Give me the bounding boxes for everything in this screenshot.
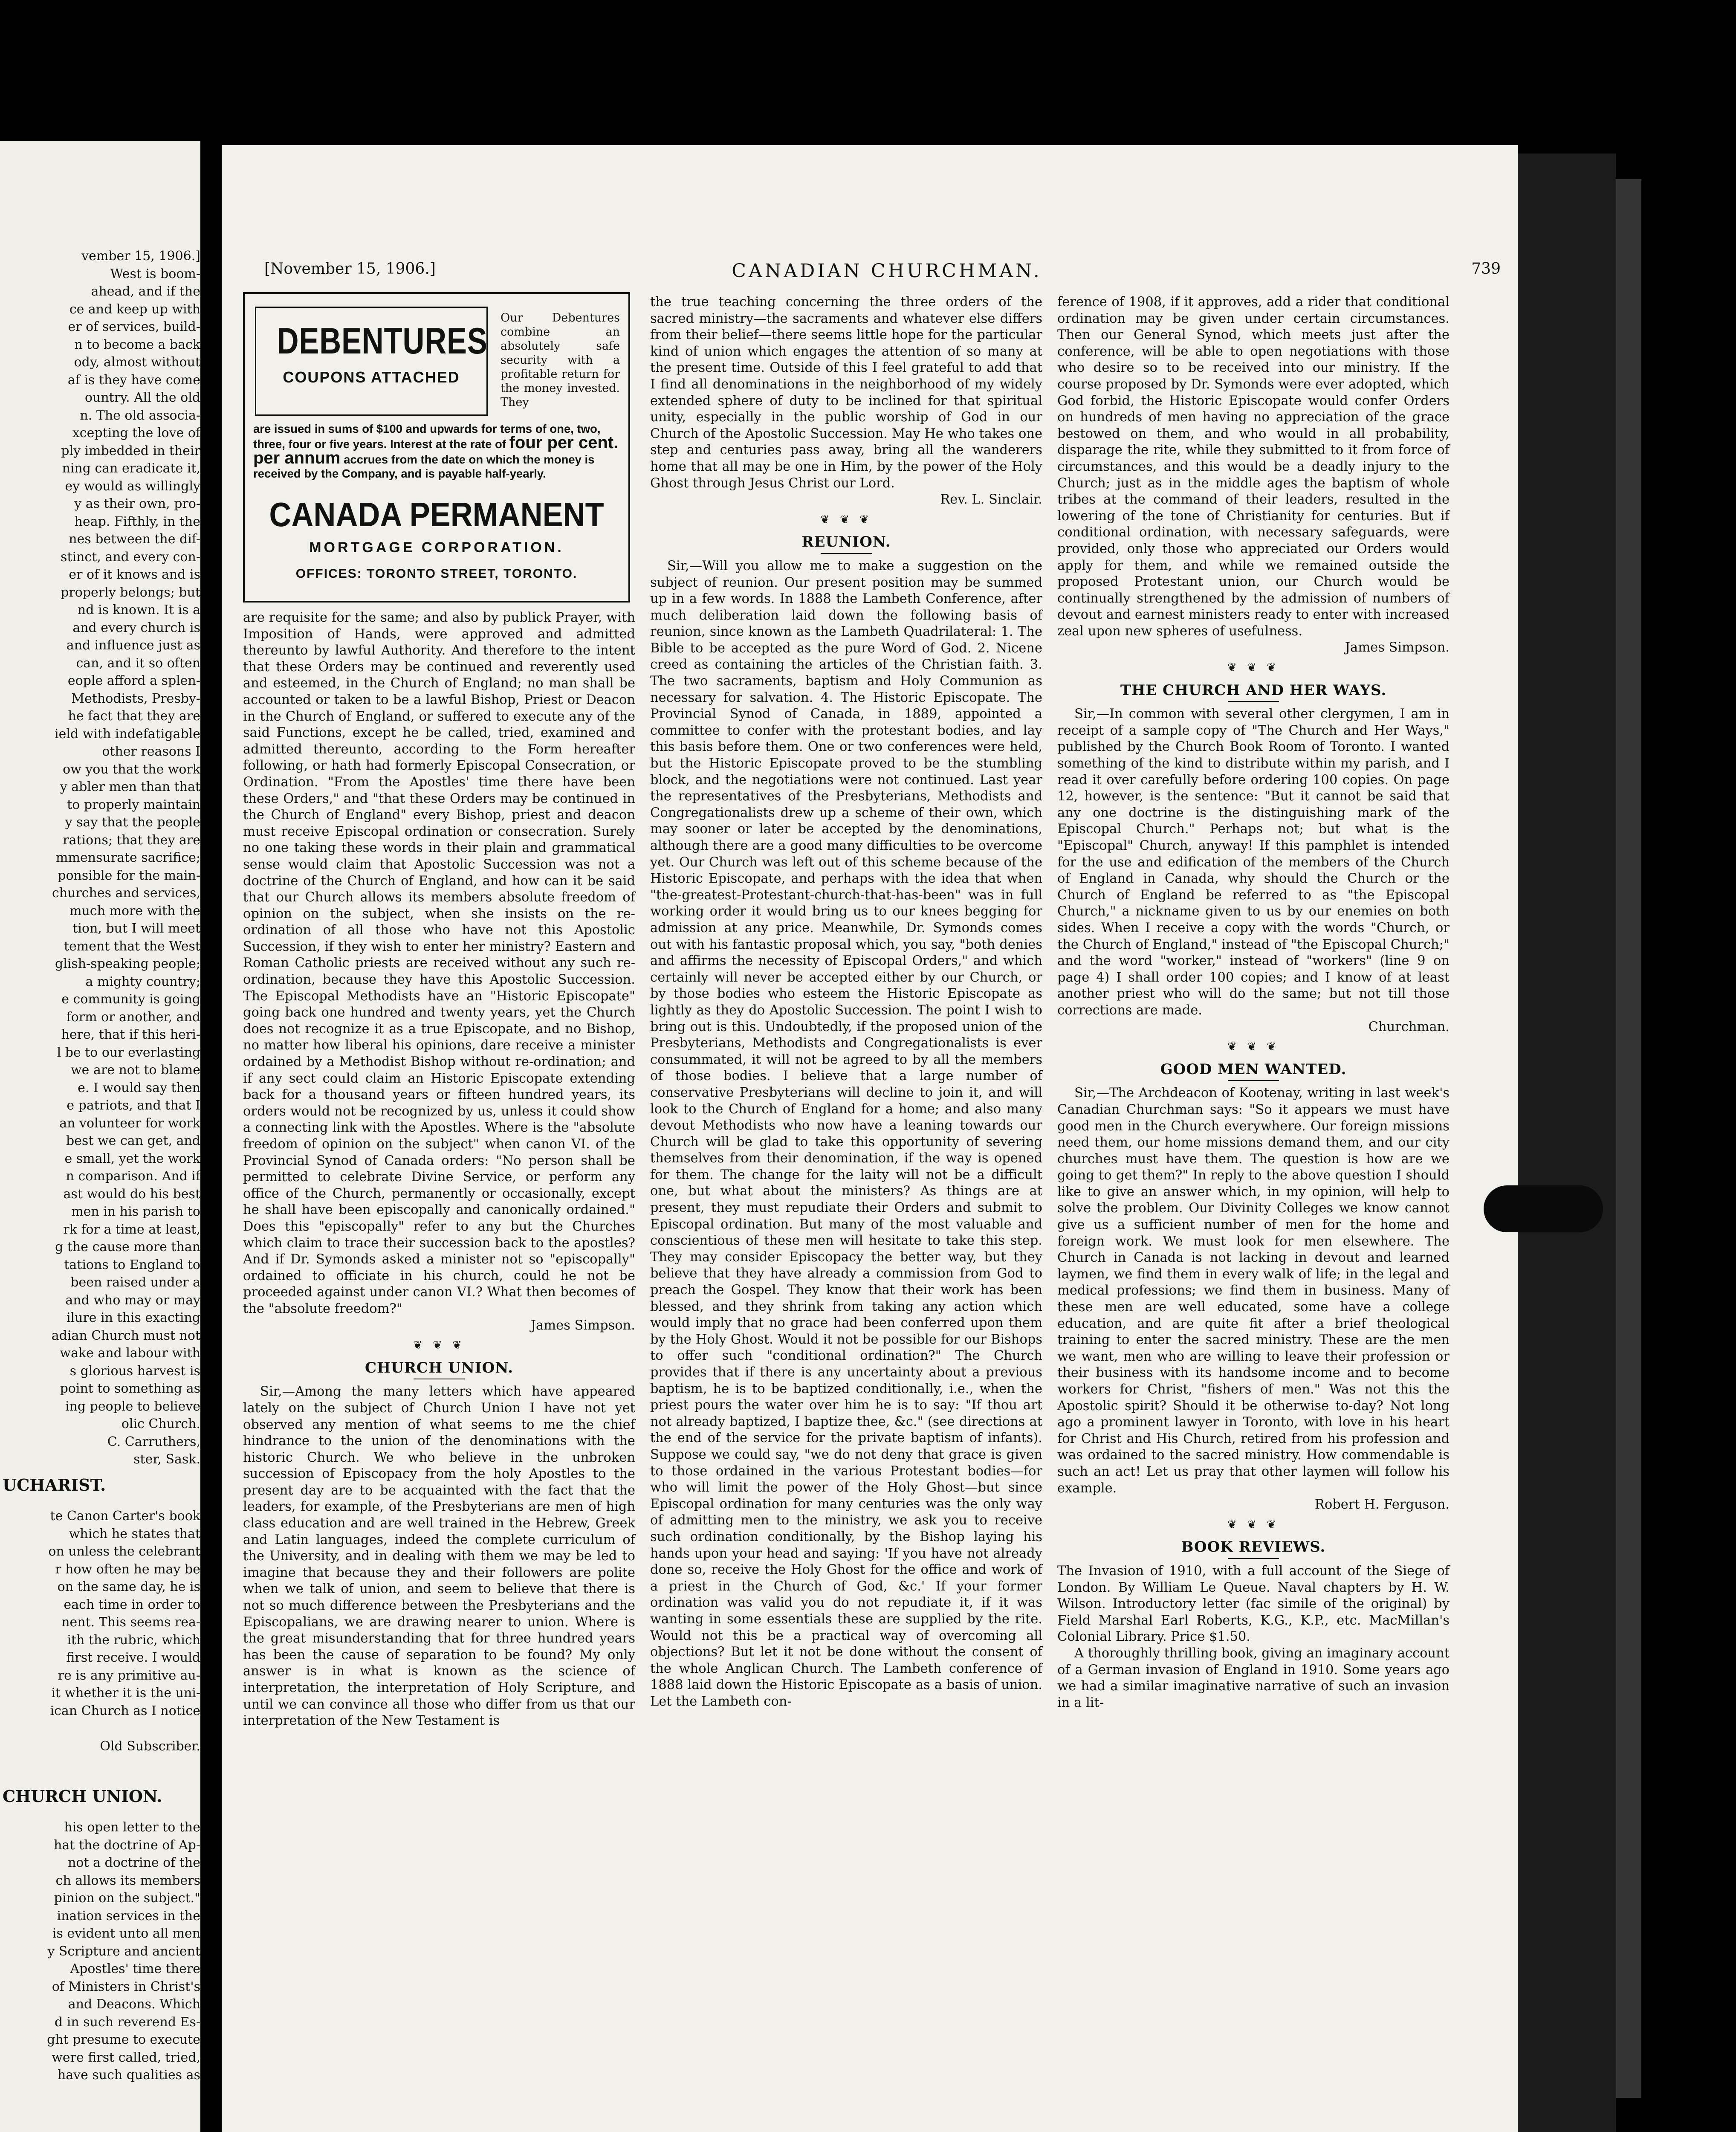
column-1 — [243, 610, 635, 1729]
left-page-line: ield with indefatigable — [54, 726, 200, 742]
left-page-line: men in his parish to — [71, 1204, 200, 1219]
left-page-line: it whether it is the uni- — [51, 1686, 200, 1700]
left-page-line: e small, yet the work — [64, 1151, 200, 1166]
left-page-line: to properly maintain — [67, 797, 200, 812]
section-ornament: ❦ ❦ ❦ — [1227, 661, 1279, 675]
left-page-line: other reasons I — [102, 744, 200, 759]
left-page-line: glish-speaking people; — [55, 956, 200, 971]
left-page-line: can, and it so often — [76, 655, 200, 671]
left-page-line: y abler men than that — [60, 779, 200, 794]
heading-church-union: CHURCH UNION. — [365, 1359, 514, 1376]
left-page-line: and every church is — [72, 620, 200, 635]
section-ornament: ❦ ❦ ❦ — [1227, 1040, 1279, 1054]
left-page-line: tement that the West — [64, 939, 200, 954]
left-page-line: ning can eradicate it, — [62, 461, 200, 476]
heading-book-reviews: BOOK REVIEWS. — [1181, 1538, 1326, 1556]
left-page-line: first receive. I would — [66, 1650, 200, 1665]
left-page-line: his open letter to the — [64, 1820, 200, 1835]
letter-church-union: Sir,—Among the many letters which have appeared lately on the subject of Church Union I have not yet observed any mention of what seems to me the chief hindrance to the union of the denominations with the historic Church. We who believe in the unbroken succession of Episcopacy from the holy Apostles to the present day are to be acquainted with the fact that the leaders, for example, of the Presbyterians are men of high class education and are well trained in the Hebrew, Greek and Latin languages, indeed the complete curriculum of the University, and in dealing with them we may be led to imagine that because they and their followers are polite when we talk of union, and seem to believe that there is not so much difference between the Presbyterians and the Episcopalians, we are drawing nearer to union. Where is the great misunderstanding that for three hundred years has been the cause of separation to be found? My only answer is in what is known as the science of interpretation, the interpretation of Holy Scripture, and until we can convince all those who differ from us that our interpretation of the New Testament is — [243, 1384, 635, 1729]
signature: James Simpson. — [530, 1318, 635, 1333]
left-page-line: ody, almost without — [74, 355, 200, 370]
ad-body-post: accrues from the date on which the money is received by the Company, and is payable half-yearly. — [253, 453, 595, 480]
page-stack-edge — [1616, 179, 1641, 2098]
newspaper-page — [222, 145, 1518, 2132]
section-ornament: ❦ ❦ ❦ — [820, 513, 872, 526]
heading-church-and-her-ways: THE CHURCH AND HER WAYS. — [1120, 681, 1387, 699]
left-page-line: e community is going — [61, 992, 200, 1007]
left-page-line: Apostles' time there — [70, 1961, 200, 1976]
left-page-line: here, that if this heri- — [61, 1027, 200, 1042]
left-page-line: ast would do his best — [63, 1186, 200, 1202]
book-review-text: A thoroughly thrilling book, giving an imaginary account of a German invasion of England in 1910. Some years ago we had a similar imaginative narrative of such an invasion in a lit- — [1057, 1645, 1450, 1710]
header-date: [November 15, 1906.] — [264, 260, 436, 278]
heading-rule — [1228, 1080, 1279, 1081]
signature: Churchman. — [1368, 1019, 1450, 1034]
left-page-line: been raised under a — [70, 1275, 200, 1290]
ad-offices: OFFICES: TORONTO STREET, TORONTO. — [295, 567, 578, 581]
heading-good-men-wanted: GOOD MEN WANTED. — [1160, 1060, 1347, 1078]
letter-continuation: are requisite for the same; and also by publick Prayer, with Imposition of Hands, were approved and admitted thereunto by lawful Authority. And therefore to the intent that these Orders may be continued and reverently used and esteemed, in the Church of England; no man shall be accounted or taken to be a lawful Bishop, Priest or Deacon in the Church of England, or suffered to execute any of the said Functions, except he be called, tried, examined and admitted thereunto, according to the Form hereafter following, or hath had formerly Episcopal Consecration, or Ordination. "From the Apostles' time there have been these Orders," and "that these Orders may be continued in the Church of England" every Bishop, priest and deacon must receive Episcopal ordination or consecration. Surely no one taking these words in their plain and grammatical sense would claim that Apostolic Succession was not a doctrine of the Church of England, and how can it be said that our Church allows its members absolute freedom of opinion on the subject, when she insists on the re-ordination of all those who have not this Apostolic Succession, if they wish to enter her ministry? Eastern and Roman Catholic priests are received without any such re-ordination, because they have this Apostolic Succession. The Episcopal Methodists have an "Historic Episcopate" going back one hundred and twenty years, yet the Church does not recognize it as a true Episcopate, and no Bishop, no matter how liberal his opinions, dare receive a minister ordained by a Methodist Bishop without re-ordination; and if any sect could claim an Historic Episcopate extending back for a thousand years or fifteen hundred years, its orders would not be recognized by us, unless it could show a connecting link with the Apostles. Where is the "absolute freedom of opinion on the subject" when canon VI. of the Provincial Synod of Canada orders: "No person shall be permitted to celebrate Divine Service, or perform any office of the Church, permanently or occasionally, except he shall have been episcopally and canonically ordained." Does this "episcopally" refer to any but the Churches which claim to trace their succession back to the apostles? And if Dr. Symonds asked a minister not so "episcopally" ordained to officiate in his church, could he not be proceeded against under canon VI.? What then becomes of the "absolute freedom?" — [243, 610, 635, 1316]
left-page-bottom-text — [0, 1819, 200, 2084]
left-page-line: C. Carruthers, — [107, 1434, 200, 1449]
left-page-line: nes between the dif- — [69, 532, 200, 547]
left-page-line: re is any primitive au- — [58, 1668, 200, 1683]
column-3 — [1057, 294, 1450, 1711]
left-page-line: af is they have come — [67, 372, 200, 388]
left-page-line: ght presume to execute — [47, 2032, 200, 2047]
left-page-line — [0, 1720, 200, 1738]
letter-continuation: ference of 1908, if it approves, add a rider that conditional ordination may be given under certain circumstances. Then our General Synod, which meets just after the conference, will be able to open negotiations with those who desire so to be received into our ministry. If the course proposed by Dr. Symonds were ever adopted, which God forbid, the Historic Episcopate would confer Orders on hundreds of men having no appreciation of the grace bestowed on them, and who would in all probability, disparage the rite, while they submitted to it from force of circumstances, and this would be a deadly injury to the Church; just as in the middle ages the baptism of whole tribes at the command of their leaders, resulted in the lowering of the tone of Christianity for centuries. But if conditional ordination, with necessary safeguards, were provided, only those who appreciated our Orders would apply for them, and while we remained outside the proposed Protestant union, our Church would be continually strengthened by the admission of numbers of devout and earnest ministers ready to enter with increased zeal upon new spheres of usefulness. — [1057, 295, 1450, 639]
page-header — [264, 260, 1501, 286]
left-page-line: ster, Sask. — [133, 1452, 200, 1467]
heading-rule — [821, 553, 872, 554]
left-page-line: form or another, and — [66, 1009, 200, 1025]
section-ornament: ❦ ❦ ❦ — [1227, 1518, 1279, 1531]
left-page-line: olic Church. — [121, 1417, 200, 1431]
left-page-line: on the same day, he is — [57, 1579, 200, 1594]
letter-reunion: Sir,—Will you allow me to make a suggestion on the subject of reunion. Our present position may be summed up in a few words. In 1888 the Lambeth Conference, after much deliberation laid down the following basis of reunion, since known as the Lambeth Quadrilateral: 1. The Bible to be accepted as the pure Word of God. 2. Nicene creed as containing the articles of the Christian faith. 3. The two sacraments, baptism and Holy Communion as necessary for salvation. 4. The Historic Episcopate. The Provincial Synod of Canada, in 1889, appointed a committee to confer with the protestant bodies, and lay this basis before them. One or two conferences were held, but the Historic Episcopate proved to be the stumbling block, and the negotiations were not continued. Last year the representatives of the Presbyterians, Methodists and Congregationalists drew up a scheme of their own, which may sooner or later be accepted by the denominations, although there are a good many difficulties to be overcome yet. Our Church was left out of this scheme because of the Historic Episcopate, and perhaps with the idea that when "the-greatest-Protestant-church-that-has-been" was in full working order it would bring us to our knees begging for admission at any price. Meanwhile, Dr. Symonds comes out with his fantastic proposal which, you say, "both denies and affirms the necessity of Episcopal Orders," and which certainly will never be accepted either by our Church, or by those bodies who esteem the Historic Episcopate as lightly as they do Apostolic Succession. The point I wish to bring out is this. Undoubtedly, if the proposed union of the Presbyterians, Methodists and Congregationalists is ever consummated, it will not be agreed to by all the members of those bodies. I believe that a large number of conservative Presbyterians will decline to join it, and will look to the Church of England for a home; and also many devout Methodists who now have a leaning towards our Church will be glad to take this opportunity of severing themselves from their denomination, if the way is opened for them. The change for the laity will not be a difficult one, but what about the ministers? As things are at present, they must repudiate their Orders and submit to Episcopal ordination. But many of the most valuable and conscientious of these men will hesitate to take this step. They may consider Episcopacy the better way, but they believe that they have already a commission from God to preach the Gospel. They know that their work has been blessed, and they shrink from taking any action which would imply that no grace had been conferred upon them by the Holy Ghost. Would it not be possible for our Bishops to offer such "conditional ordination?" The Church provides that if there is any uncertainty about a previous baptism, he is to be baptized conditionally, i.e., when the priest pours the water over him he is to say: "If thou art not already baptized, I baptize thee, &c." (see directions at the end of the service for the private baptism of infants). Suppose we could say, "we do not deny that grace is given to those ordained in the various Protestant bodies—for who will limit the power of the Holy Ghost—but since Episcopal ordination for many centuries was the only way of admitting men to the ministry, we ask you to receive such ordination conditionally, by the Bishop laying his hands upon your head and saying: 'If you have not already done so, receive the Holy Ghost for the office and work of a priest in the Church of God, &c.' If your former ordination was valid you do not repudiate it, if it was wanting in some essentials these are supplied by the rite. Would not this be a practical way of overcoming all objections? But let it not be done without the consent of the whole Anglican Church. The Lambeth conference of 1888 laid down the Historic Episcopate as a basis of union. Let the Lambeth con- — [650, 558, 1042, 1709]
left-page-line: adian Church must not — [51, 1328, 200, 1343]
left-page-line: properly belongs; but — [61, 585, 200, 600]
left-page-line: l be to our everlasting — [57, 1045, 200, 1060]
left-page-line: ow you that the work — [63, 762, 200, 777]
left-page-line: xcepting the love of — [72, 426, 200, 440]
page-number: 739 — [1471, 260, 1501, 278]
left-page-middle-text — [0, 1507, 200, 1755]
left-page-line: hat the doctrine of Ap- — [54, 1837, 200, 1853]
left-page-line: ican Church as I notice — [50, 1703, 200, 1718]
left-page-heading-church-union: CHURCH UNION. — [3, 1787, 162, 1806]
signature: Robert H. Ferguson. — [1314, 1497, 1450, 1512]
header-title: CANADIAN CHURCHMAN. — [732, 260, 1042, 282]
left-page-line: have such qualities as — [57, 2068, 200, 2083]
letter-church-and-her-ways: Sir,—In common with several other clergymen, I am in receipt of a sample copy of "The Church and Her Ways," published by the Church Book Room of Toronto. I wanted something of the kind to distribute within my parish, and I read it over carefully before ordering 100 copies. On page 12, however, is the sentence: "But it cannot be said that any one doctrine is the distinguishing mark of the Episcopal Church." Perhaps not; but what is the "Episcopal" Church, anyway! If this pamphlet is intended for the use and edification of the members of the Church of England in Canada, why should the Church or the Church of England be referred to as "the Episcopal Church," a nickname given to us by our enemies on both sides. When I receive a copy with the words "Church, or the Church of England," instead of "the Episcopal Church;" and the word "worker," instead of "workers" (line 9 on page 4) I shall order 100 copies; and I know of at least another priest who will do the same; but not till those corrections are made. — [1057, 707, 1450, 1018]
left-page-line: pinion on the subject." — [54, 1891, 200, 1906]
left-page-line: were first called, tried, — [52, 2050, 200, 2065]
ad-interest-rate: four per cent. per annum — [253, 433, 619, 467]
left-page-line: r how often he may be — [55, 1561, 200, 1577]
left-page-line: n to become a back — [74, 337, 200, 352]
left-page-line: ith the rubric, which — [67, 1632, 200, 1648]
left-page-line: ey would as willingly — [65, 478, 200, 494]
left-page-line: tations to England to — [64, 1257, 200, 1272]
left-page-line: ponsible for the main- — [58, 868, 200, 883]
left-page-line: eople afford a splen- — [67, 673, 200, 688]
column-2 — [650, 294, 1042, 1710]
heading-reunion: REUNION. — [801, 533, 891, 551]
left-page-line: e patriots, and that I — [67, 1098, 200, 1113]
letter-good-men-wanted: Sir,—The Archdeacon of Kootenay, writing in last week's Canadian Churchman says: "So it appears we must have good men in the Church everywhere. Our foreign missions need them, our home missions demand them, and our city churches must have them. The question is how are we going to get them?" In reply to the above question I should like to give an answer which, in my opinion, will help to solve the problem. Our Divinity Colleges we know cannot give us a sufficient number of men for the home and foreign work. We must look for men elsewhere. The Church in Canada is not lacking in devout and learned laymen, we find them in every walk of life; in the legal and medical professions; we find them in business. Many of these men are well educated, some have a college education, and are quite fit after a brief theological training to enter the sacred ministry. These are the men we want, men who are willing to leave their profession or their business with its handsome income and to become workers for Christ, "fishers of men." Was not this the Apostolic spirit? Should it be otherwise to-day? Not long ago a prominent lawyer in Toronto, with love in his heart for Christ and His Church, retired from his profession and was ordained to the sacred ministry. How commendable is such an act! Let us pray that other laymen will follow his example. — [1057, 1086, 1450, 1496]
left-page-line: n. The old associa- — [80, 408, 200, 423]
left-page-line: er of it knows and is — [69, 567, 200, 582]
left-page-line: rk for a time at least, — [63, 1222, 200, 1237]
left-page-line: we are not to blame — [71, 1063, 200, 1078]
left-page-heading-eucharist: UCHARIST. — [3, 1475, 106, 1495]
letter-continuation: the true teaching concerning the three orders of the sacred ministry—the sacraments and whatever else differs from their belief—there seems little hope for the particular kind of union which engages the attention of so many at the present time. Outside of this I feel grateful to add that I find all denominations in the neighborhood of my widely extended sphere of duty to be inclined for that spiritual unity, especially in the public worship of God in our Church of the Apostolic Succession. May He who takes one step and centuries pass away, bring all the wanderers home that all may be one in Him, by the power of the Holy Ghost through Jesus Christ our Lord. — [650, 295, 1042, 491]
left-page-line: and Deacons. Which — [68, 1997, 200, 2012]
ad-side-text: Our Debentures combine an absolutely safe security with a profitable return for the money invested. They — [501, 311, 620, 409]
heading-rule — [1228, 1558, 1279, 1559]
left-page-line: he fact that they are — [68, 709, 200, 724]
left-page-line: Methodists, Presby- — [71, 691, 200, 706]
left-page-line: and who may or may — [65, 1292, 200, 1308]
left-page-line: ination services in the — [57, 1908, 200, 1923]
left-page-line: and influence just as — [66, 638, 200, 653]
binding-stripe — [85, 2123, 91, 2132]
left-page-line: not a doctrine of the — [68, 1855, 200, 1870]
left-page-line: y Scripture and ancient — [47, 1944, 200, 1959]
left-page-line: ch allows its members — [55, 1873, 200, 1888]
left-page-line: y say that the people — [65, 815, 200, 830]
left-page-line: wake and labour with — [60, 1346, 200, 1361]
left-page-line: heap. Fifthly, in the — [74, 514, 200, 529]
binder-clip — [1484, 1185, 1603, 1232]
ad-body — [253, 422, 620, 481]
left-page-line: s glorious harvest is — [69, 1363, 200, 1379]
left-page-line: ilure in this exacting — [66, 1310, 200, 1325]
left-page-line: churches and services, — [52, 886, 200, 901]
left-page-line: a mighty country; — [85, 974, 200, 989]
left-page-line: stinct, and every con- — [61, 549, 200, 565]
left-page-line: an volunteer for work — [59, 1115, 200, 1131]
left-page-line: vember 15, 1906.] — [81, 249, 200, 264]
left-page-line: West is boom- — [110, 266, 200, 281]
debentures-advertisement — [243, 292, 630, 603]
signature: Rev. L. Sinclair. — [940, 492, 1042, 507]
page-stack-edge — [1518, 154, 1616, 2132]
left-page-line: of Ministers in Christ's — [52, 1979, 200, 1994]
left-page-line: much more with the — [69, 903, 200, 918]
left-page-line: y as their own, pro- — [74, 496, 200, 511]
left-page-line: mmensurate sacrifice; — [56, 850, 200, 865]
left-page-line: nd is known. It is a — [77, 603, 200, 617]
book-review-citation: The Invasion of 1910, with a full account of the Siege of London. By William Le Queue. Naval chapters by H. W. Wilson. Introductory letter (fac simile of the original) by Field Marshal Earl Roberts, K.G., K.P., etc. MacMillan's Colonial Library. Price $1.50. — [1057, 1563, 1450, 1645]
left-page-line: nent. This seems rea- — [61, 1615, 200, 1630]
left-page-line: is evident unto all men — [52, 1926, 200, 1941]
left-page-line: ountry. All the old — [84, 390, 200, 405]
left-page-line: ce and keep up with — [69, 301, 200, 317]
ad-headline-box — [255, 307, 488, 416]
binding-stripe — [72, 2123, 78, 2132]
left-page-line: te Canon Carter's book — [50, 1509, 200, 1524]
ad-headline: DEBENTURES — [277, 321, 488, 362]
left-page-line: n comparison. And if — [66, 1169, 200, 1184]
heading-rule — [1228, 701, 1279, 702]
left-page-line: e. I would say then — [78, 1080, 200, 1095]
left-page-line: ply imbedded in their — [61, 443, 200, 458]
left-page-line: which he states that — [69, 1526, 200, 1541]
left-page-line: each time in order to — [64, 1597, 200, 1612]
left-page-fragment — [0, 141, 200, 2132]
left-page-line: er of services, build- — [68, 319, 200, 334]
left-page-line: ahead, and if the — [91, 284, 200, 299]
ad-subhead: COUPONS ATTACHED — [283, 368, 460, 386]
ad-company-type: MORTGAGE CORPORATION. — [309, 539, 564, 556]
left-page-line: d in such reverend Es- — [55, 2014, 200, 2030]
ad-company-name: CANADA PERMANENT — [269, 495, 604, 533]
left-page-line: on unless the celebrant — [48, 1544, 200, 1559]
left-page-top-text — [0, 247, 200, 1469]
left-page-line: Old Subscriber. — [100, 1738, 200, 1754]
left-page-line: rations; that they are — [63, 832, 200, 848]
signature: James Simpson. — [1345, 640, 1450, 655]
ad-body-pre: are issued in sums of $100 and upwards for terms of one, two, three, four or five years. Interest at the rate of — [253, 422, 601, 451]
left-page-line: ing people to believe — [65, 1399, 200, 1414]
left-page-line: best we can get, and — [66, 1133, 200, 1148]
section-ornament: ❦ ❦ ❦ — [413, 1339, 465, 1352]
left-page-line: g the cause more than — [55, 1240, 200, 1254]
left-page-line: tion, but I will meet — [72, 921, 200, 936]
left-page-line: point to something as — [60, 1381, 200, 1396]
